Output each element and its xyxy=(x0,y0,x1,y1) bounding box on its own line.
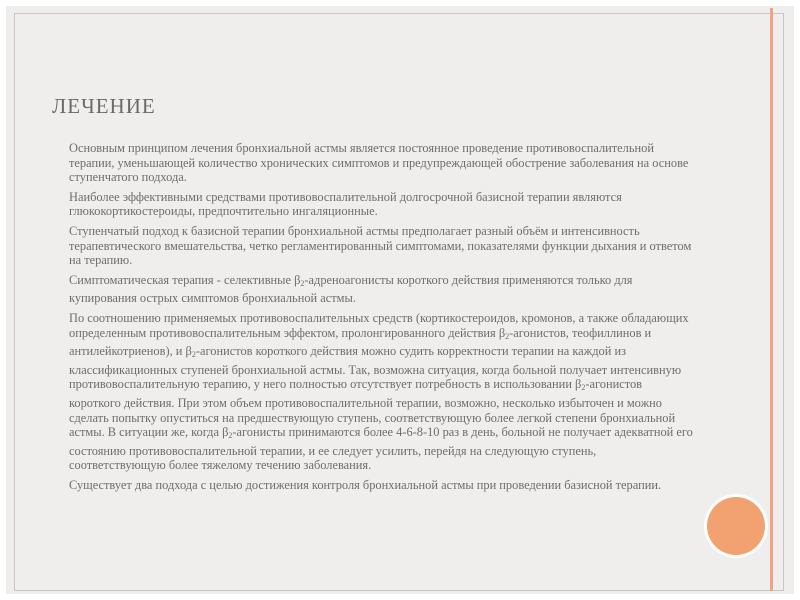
slide-title: ЛЕЧЕНИЕ xyxy=(52,94,156,118)
subscript: 2 xyxy=(505,331,510,341)
bullet-text xyxy=(69,141,688,184)
accent-circle xyxy=(707,497,765,555)
bullet-text xyxy=(69,273,633,306)
accent-bar xyxy=(770,8,773,591)
bullet-item xyxy=(55,141,695,185)
text-segment: Наиболее эффективными средствами противовоспалительной долгосрочной базисной терапии являются глюкокортикостероиды, предпочтительно ингаляционные. xyxy=(69,189,622,219)
text-segment: -адреноагонисты короткого действия применяются только для купирования острых симптомов бронхиальной астмы. xyxy=(69,272,633,306)
bullet-list xyxy=(55,141,695,497)
bullet-text xyxy=(69,224,691,267)
bullet-text xyxy=(69,478,661,492)
subscript: 2 xyxy=(191,350,196,360)
text-segment: Симптоматическая терапия - селективные β xyxy=(69,272,301,287)
text-segment: Основным принципом лечения бронхиальной астмы является постоянное проведение противовоспалительной терапии, уменьшающей количество хронических симптомов и предупреждающей обострение заболевания на основе ступенчатого подхода. xyxy=(69,141,689,185)
subscript: 2 xyxy=(581,383,586,393)
bullet-item xyxy=(55,273,695,306)
text-segment: Существует два подхода с целью достижения контроля бронхиальной астмы при проведении базисной терапии. xyxy=(69,477,662,492)
bullet-item xyxy=(55,190,695,219)
text-segment: -агонистов короткого действия можно судить корректности терапии на каждой из классификационных ступеней бронхиальной астмы. Так, возможна ситуация, когда больной получает интенсивную противовоспалительную терапию, у него полностью отсутствует потребность в использовании β xyxy=(69,344,682,392)
text-segment: По соотношению применяемых противовоспалительных средств (кортикостероидов, кромонов, а также обладающих определенным противовоспалительным эффектом, пролонгированного действия β xyxy=(69,310,689,340)
text-segment: -агонистов короткого действия. При этом объем противовоспалительной терапии, возможно, несколько избыточен и можно сделать попытку опуститься на предшествующую ступень, соответствующую более легкой степени бронхиальной астмы. В ситуации же, когда β xyxy=(69,377,676,440)
bullet-item xyxy=(55,224,695,268)
subscript: 2 xyxy=(228,431,233,441)
bullet-item xyxy=(55,311,695,473)
bullet-text xyxy=(69,311,693,472)
bullet-item xyxy=(55,478,695,493)
text-segment: Ступенчатый подход к базисной терапии бронхиальной астмы предполагает разный объём и интенсивность терапевтического вмешательства, четко регламентированный симптомами, показателями функции дыхания и ответом на терапию. xyxy=(69,223,692,268)
text-segment: -агонисты принимаются более 4-6-8-10 раз в день, больной не получает адекватной его состоянию противовоспалительной терапии, и ее следует усилить, перейдя на следующую ступень, соответствующую более тяжелому течению заболевания. xyxy=(69,425,693,473)
bullet-text xyxy=(69,190,622,219)
text-segment: -агонистов, теофиллинов и антилейкотриенов), и β xyxy=(69,325,652,359)
subscript: 2 xyxy=(300,278,305,288)
